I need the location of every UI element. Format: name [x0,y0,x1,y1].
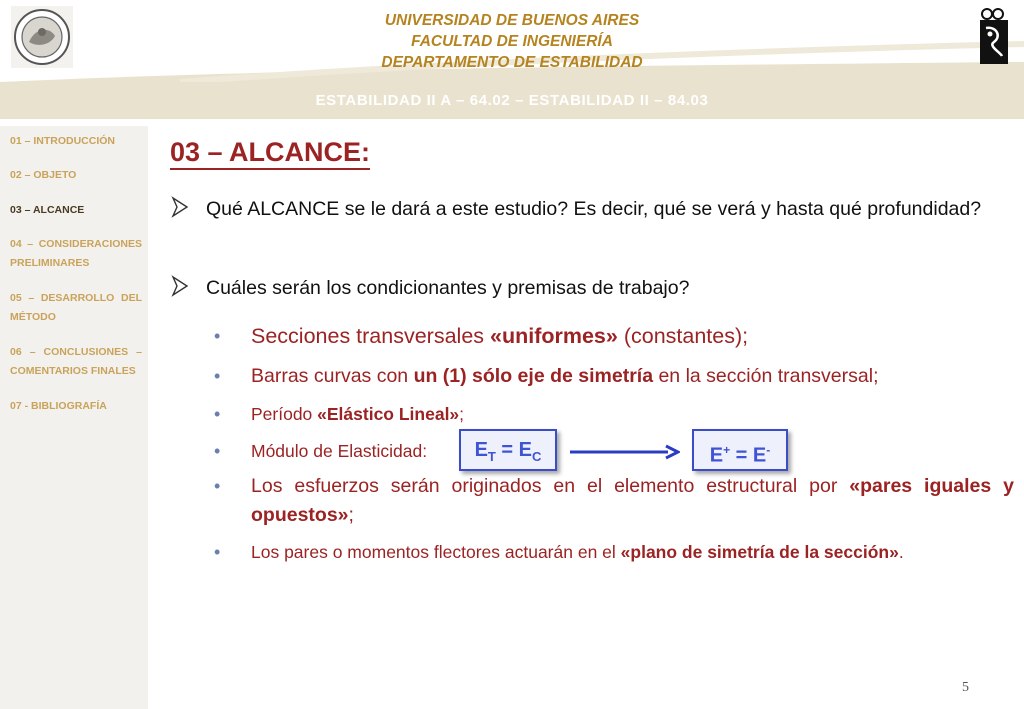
sidebar-item-introduccion[interactable]: 01 – INTRODUCCIÓN [10,135,116,147]
page-number: 5 [962,680,969,695]
equation-subscript: C [532,449,542,464]
list-item [214,399,1014,429]
bullet-text: Los esfuerzos serán originados en el elemento estructural por [251,475,850,497]
equation-symbol: = E [730,444,767,467]
equation-superscript: - [766,443,771,457]
list-item [214,472,1014,530]
bullet-emphasis: «pares iguales y opuestos» [251,475,1014,526]
equation-superscript: + [723,443,731,457]
bullet-dot: • [214,366,221,386]
question-text: Qué ALCANCE se le dará a este estudio? Es decir, qué se verá y hasta qué profundidad? [206,198,982,220]
equation-symbol: E [474,439,488,461]
equation-subscript: T [487,449,496,464]
bullet-dot: • [214,476,221,496]
university-seal-icon [11,6,73,68]
equation-symbol: = E [495,439,533,461]
bullet-text: Barras curvas con [251,365,414,387]
question-text: Cuáles serán los condicionantes y premisas de trabajo? [206,277,690,299]
list-item [214,321,1014,351]
question-item [171,194,1014,225]
sidebar-item-objeto[interactable]: 02 – OBJETO [10,169,77,181]
slide-title: 03 – ALCANCE: [170,136,370,170]
bullet-emphasis: «uniformes» [490,324,618,348]
sidebar-item-consideraciones[interactable]: 04 – CONSIDERACIONES PRELIMINARES [10,238,142,269]
question-item [171,273,1014,304]
bullet-dot: • [214,404,221,424]
bullet-text: ; [459,404,465,424]
arrow-right-icon [570,444,680,460]
bullet-text: Módulo de Elasticidad: [251,441,428,461]
equation-symbol: E [709,444,724,467]
bullet-text: ; [348,504,354,526]
bullet-text: en la sección transversal; [653,365,879,387]
sidebar-item-conclusiones[interactable]: 06 – CONCLUSIONES – COMENTARIOS FINALES [10,346,142,377]
arrow-bullet-icon [171,275,189,297]
university-name: UNIVERSIDAD DE BUENOS AIRES [384,12,640,29]
department-name: DEPARTAMENTO DE ESTABILIDAD [381,54,643,71]
sidebar-item-bibliografia[interactable]: 07 - BIBLIOGRAFÍA [10,400,107,412]
bullet-dot: • [214,326,221,346]
arrow-bullet-icon [171,196,189,218]
bullet-emphasis: un (1) sólo eje de simetría [413,365,654,387]
faculty-name: FACULTAD DE INGENIERÍA [411,33,613,50]
bullet-dot: • [214,542,221,562]
course-title-bar [0,82,1024,119]
equation-box-tension-compression [459,429,557,471]
list-item [214,537,1014,567]
bullet-text: . [898,542,904,562]
bullet-emphasis: «Elástico Lineal» [317,404,460,424]
slide-header [0,0,1024,82]
bullet-text: (constantes); [617,324,749,348]
institution-heading [312,10,712,73]
list-item [214,361,1014,391]
bullet-text: Período [251,404,318,424]
bullet-emphasis: «plano de simetría de la sección» [620,542,899,562]
bullet-text: Secciones transversales [251,324,490,348]
bullet-text: Los pares o momentos flectores actuarán en el [251,542,621,562]
course-title: ESTABILIDAD II A – 64.02 – ESTABILIDAD II – 84.03 [315,92,709,109]
bullet-dot: • [214,441,221,461]
department-logo-icon [976,6,1012,66]
equation-box-modulus-equality [692,429,788,471]
sidebar-item-alcance[interactable]: 03 – ALCANCE [10,204,85,216]
sidebar-item-desarrollo[interactable]: 05 – DESARROLLO DEL MÉTODO [10,292,142,323]
